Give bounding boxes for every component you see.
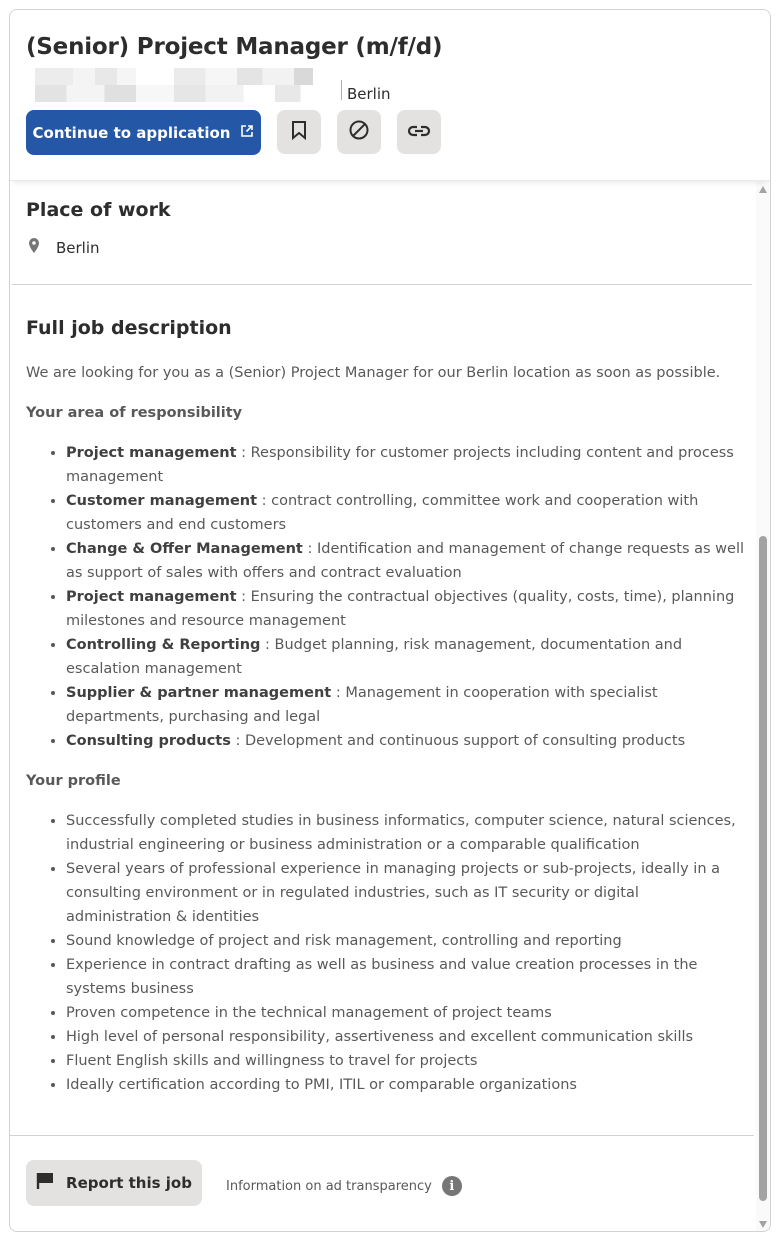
list-item: • Proven competence in the technical management of project teams: [66, 1001, 746, 1025]
place-of-work-location: Berlin: [56, 239, 100, 257]
job-header: [10, 10, 770, 181]
not-interested-icon: [348, 119, 370, 145]
job-location: Berlin: [347, 85, 391, 103]
list-item: • Controlling & Reporting : Budget planning, risk management, documentation and escalation management: [66, 633, 746, 681]
description-intro: We are looking for you as a (Senior) Project Manager for our Berlin location as soon as possible.: [26, 365, 721, 381]
bookmark-icon: [290, 120, 308, 144]
list-item: • Consulting products : Development and continuous support of consulting products: [66, 729, 746, 753]
not-interested-button[interactable]: [337, 110, 381, 154]
company-location-row: [16, 68, 436, 102]
report-job-label: Report this job: [66, 1174, 192, 1192]
list-item: • Customer management : contract controlling, committee work and cooperation with customers and end customers: [66, 489, 746, 537]
info-icon[interactable]: i: [442, 1176, 462, 1196]
scrollbar[interactable]: [756, 181, 770, 1232]
full-job-description-heading: Full job description: [26, 317, 232, 339]
list-item: • Sound knowledge of project and risk management, controlling and reporting: [66, 929, 746, 953]
link-icon: [407, 123, 431, 142]
copy-link-button[interactable]: [397, 110, 441, 154]
continue-to-application-button[interactable]: [26, 110, 261, 155]
place-of-work-heading: Place of work: [26, 199, 171, 221]
scrollbar-thumb[interactable]: [759, 536, 767, 1201]
place-of-work-row: [26, 237, 100, 259]
report-job-button[interactable]: [26, 1160, 202, 1206]
separator: [341, 80, 342, 100]
location-pin-icon: [26, 237, 42, 259]
profile-heading: Your profile: [26, 773, 121, 789]
scroll-up-arrow-icon[interactable]: [759, 186, 767, 193]
scroll-down-arrow-icon[interactable]: [759, 1221, 767, 1228]
list-item: • Experience in contract drafting as well as business and value creation processes in the systems business: [66, 953, 746, 1001]
list-item: • Fluent English skills and willingness to travel for projects: [66, 1049, 746, 1073]
profile-list: [26, 809, 746, 1097]
responsibility-heading: Your area of responsibility: [26, 405, 243, 421]
job-details-card: [9, 9, 771, 1232]
job-description: [26, 361, 746, 1113]
list-item: • Project management : Responsibility for customer projects including content and process management: [66, 441, 746, 489]
list-item: • Project management : Ensuring the contractual objectives (quality, costs, time), planning milestones and resource management: [66, 585, 746, 633]
flag-icon: [36, 1172, 56, 1194]
section-divider: [12, 284, 752, 285]
footer-divider: [10, 1135, 754, 1136]
ad-transparency-label: Information on ad transparency: [226, 1178, 432, 1194]
ad-transparency[interactable]: [226, 1176, 462, 1196]
list-item: • Change & Offer Management : Identification and management of change requests as well as support of sales with offers and contract evaluation: [66, 537, 746, 585]
list-item: • Ideally certification according to PMI, ITIL or comparable organizations: [66, 1073, 746, 1097]
list-item: • Several years of professional experience in managing projects or sub-projects, ideally in a consulting environment or in regulated industries, such as IT security or digital administration & identities: [66, 857, 746, 929]
list-item: • Successfully completed studies in business informatics, computer science, natural sciences, industrial engineering or business administration or a comparable qualification: [66, 809, 746, 857]
external-link-icon: [240, 124, 254, 142]
job-details-body[interactable]: [10, 181, 756, 1232]
responsibility-list: [26, 441, 746, 753]
list-item: • Supplier & partner management : Management in cooperation with specialist departments, purchasing and legal: [66, 681, 746, 729]
list-item: • High level of personal responsibility, assertiveness and excellent communication skills: [66, 1025, 746, 1049]
company-name-redacted: [16, 68, 332, 102]
save-job-button[interactable]: [277, 110, 321, 154]
job-title: (Senior) Project Manager (m/f/d): [26, 34, 443, 60]
apply-button-label: Continue to application: [32, 123, 231, 142]
